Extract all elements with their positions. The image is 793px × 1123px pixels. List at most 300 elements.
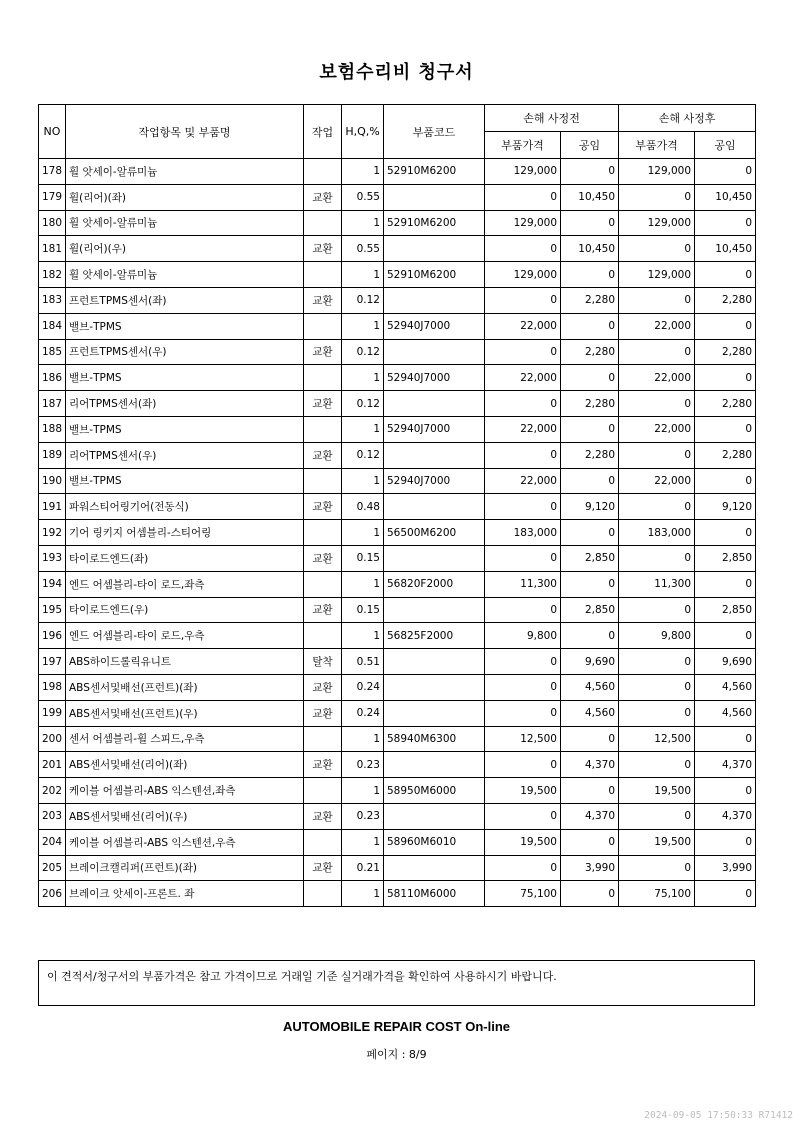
row-labor-before: 0	[561, 520, 619, 546]
row-labor-after: 0	[695, 468, 756, 494]
row-work: 교환	[304, 287, 342, 313]
row-price-after: 19,500	[619, 829, 695, 855]
row-item: 프런트TPMS센서(우)	[66, 339, 304, 365]
row-labor-before: 0	[561, 159, 619, 185]
row-part-code	[384, 184, 485, 210]
header-after-labor: 공임	[695, 132, 756, 159]
row-part-code	[384, 649, 485, 675]
row-part-code: 52910M6200	[384, 262, 485, 288]
row-price-after: 19,500	[619, 778, 695, 804]
row-item: 밸브-TPMS	[66, 365, 304, 391]
row-part-code: 58110M6000	[384, 881, 485, 907]
row-labor-after: 4,370	[695, 803, 756, 829]
row-work	[304, 210, 342, 236]
row-price-before: 12,500	[485, 726, 561, 752]
table-row	[39, 287, 756, 313]
row-hq: 1	[342, 571, 384, 597]
row-work: 교환	[304, 752, 342, 778]
row-labor-after: 2,850	[695, 545, 756, 571]
row-price-after: 129,000	[619, 262, 695, 288]
row-no: 190	[39, 468, 66, 494]
row-labor-before: 10,450	[561, 184, 619, 210]
row-part-code: 52910M6200	[384, 159, 485, 185]
row-price-before: 129,000	[485, 262, 561, 288]
row-labor-after: 10,450	[695, 236, 756, 262]
row-item: 엔드 어셈블리-타이 로드,좌측	[66, 571, 304, 597]
table-row	[39, 468, 756, 494]
row-hq: 0.55	[342, 236, 384, 262]
row-price-after: 9,800	[619, 623, 695, 649]
row-work	[304, 520, 342, 546]
row-labor-before: 0	[561, 623, 619, 649]
row-part-code: 58950M6000	[384, 778, 485, 804]
row-part-code	[384, 494, 485, 520]
row-labor-after: 0	[695, 623, 756, 649]
row-no: 182	[39, 262, 66, 288]
table-row	[39, 184, 756, 210]
row-price-before: 0	[485, 442, 561, 468]
row-work: 교환	[304, 184, 342, 210]
row-item: 케이블 어셈블리-ABS 익스텐션,좌측	[66, 778, 304, 804]
row-labor-before: 4,370	[561, 752, 619, 778]
table-row	[39, 881, 756, 907]
row-work	[304, 159, 342, 185]
row-labor-before: 0	[561, 468, 619, 494]
row-labor-before: 2,280	[561, 391, 619, 417]
row-labor-after: 0	[695, 416, 756, 442]
row-part-code	[384, 545, 485, 571]
row-labor-before: 0	[561, 416, 619, 442]
table-row	[39, 391, 756, 417]
row-labor-after: 3,990	[695, 855, 756, 881]
header-hq: H,Q,%	[342, 105, 384, 159]
table-row	[39, 674, 756, 700]
row-price-before: 0	[485, 855, 561, 881]
row-work	[304, 571, 342, 597]
row-work: 교환	[304, 545, 342, 571]
table-row	[39, 494, 756, 520]
row-part-code	[384, 752, 485, 778]
row-labor-before: 3,990	[561, 855, 619, 881]
row-hq: 0.12	[342, 391, 384, 417]
row-no: 195	[39, 597, 66, 623]
row-no: 186	[39, 365, 66, 391]
page-number: 페이지 : 8/9	[366, 1048, 427, 1061]
row-item: 케이블 어셈블리-ABS 익스텐션,우측	[66, 829, 304, 855]
row-labor-before: 9,690	[561, 649, 619, 675]
row-labor-after: 2,850	[695, 597, 756, 623]
row-no: 198	[39, 674, 66, 700]
row-price-after: 129,000	[619, 210, 695, 236]
row-price-after: 75,100	[619, 881, 695, 907]
row-labor-after: 4,370	[695, 752, 756, 778]
table-body	[39, 159, 756, 907]
row-price-before: 9,800	[485, 623, 561, 649]
row-no: 179	[39, 184, 66, 210]
row-labor-after: 2,280	[695, 442, 756, 468]
row-price-before: 0	[485, 649, 561, 675]
row-item: ABS센서및배선(프런트)(우)	[66, 700, 304, 726]
row-no: 194	[39, 571, 66, 597]
row-price-after: 0	[619, 855, 695, 881]
row-part-code	[384, 597, 485, 623]
row-part-code	[384, 391, 485, 417]
row-part-code: 56820F2000	[384, 571, 485, 597]
row-part-code	[384, 339, 485, 365]
row-part-code: 52940J7000	[384, 416, 485, 442]
row-hq: 1	[342, 726, 384, 752]
row-price-after: 11,300	[619, 571, 695, 597]
row-work: 교환	[304, 803, 342, 829]
row-price-before: 0	[485, 494, 561, 520]
row-item: 휠(리어)(우)	[66, 236, 304, 262]
row-price-before: 129,000	[485, 210, 561, 236]
row-item: 휠 앗세이-알류미늄	[66, 159, 304, 185]
row-price-before: 19,500	[485, 829, 561, 855]
row-price-after: 0	[619, 545, 695, 571]
row-no: 200	[39, 726, 66, 752]
row-price-after: 0	[619, 700, 695, 726]
table-row	[39, 159, 756, 185]
row-labor-before: 2,850	[561, 545, 619, 571]
row-labor-after: 10,450	[695, 184, 756, 210]
row-price-before: 19,500	[485, 778, 561, 804]
row-no: 183	[39, 287, 66, 313]
row-labor-after: 0	[695, 365, 756, 391]
row-labor-before: 9,120	[561, 494, 619, 520]
row-labor-before: 0	[561, 881, 619, 907]
row-price-after: 12,500	[619, 726, 695, 752]
row-work: 탈착	[304, 649, 342, 675]
row-work	[304, 313, 342, 339]
row-work	[304, 262, 342, 288]
row-price-before: 0	[485, 236, 561, 262]
row-item: 엔드 어셈블리-타이 로드,우측	[66, 623, 304, 649]
row-hq: 0.15	[342, 597, 384, 623]
row-part-code: 52940J7000	[384, 468, 485, 494]
row-labor-after: 9,120	[695, 494, 756, 520]
row-item: 밸브-TPMS	[66, 416, 304, 442]
row-price-before: 0	[485, 184, 561, 210]
row-labor-after: 0	[695, 210, 756, 236]
row-part-code	[384, 700, 485, 726]
header-no: NO	[39, 105, 66, 159]
row-hq: 1	[342, 881, 384, 907]
row-hq: 0.21	[342, 855, 384, 881]
table-row	[39, 829, 756, 855]
row-hq: 0.23	[342, 803, 384, 829]
row-labor-after: 0	[695, 881, 756, 907]
row-item: 리어TPMS센서(우)	[66, 442, 304, 468]
row-part-code: 52940J7000	[384, 365, 485, 391]
row-hq: 1	[342, 210, 384, 236]
row-work	[304, 623, 342, 649]
row-price-after: 22,000	[619, 468, 695, 494]
row-item: 밸브-TPMS	[66, 313, 304, 339]
row-no: 191	[39, 494, 66, 520]
row-labor-before: 10,450	[561, 236, 619, 262]
row-no: 199	[39, 700, 66, 726]
table-row	[39, 726, 756, 752]
row-work: 교환	[304, 674, 342, 700]
row-item: 밸브-TPMS	[66, 468, 304, 494]
row-work: 교환	[304, 855, 342, 881]
row-price-before: 0	[485, 391, 561, 417]
row-work	[304, 881, 342, 907]
row-price-before: 0	[485, 545, 561, 571]
row-labor-before: 4,370	[561, 803, 619, 829]
row-labor-before: 2,280	[561, 442, 619, 468]
row-price-before: 0	[485, 803, 561, 829]
row-work	[304, 778, 342, 804]
table-row	[39, 752, 756, 778]
repair-cost-table	[38, 104, 756, 907]
row-hq: 0.51	[342, 649, 384, 675]
row-part-code: 52910M6200	[384, 210, 485, 236]
row-hq: 1	[342, 159, 384, 185]
row-item: ABS센서및배선(리어)(좌)	[66, 752, 304, 778]
row-price-after: 22,000	[619, 365, 695, 391]
row-no: 203	[39, 803, 66, 829]
row-part-code: 52940J7000	[384, 313, 485, 339]
table-row	[39, 855, 756, 881]
row-labor-before: 0	[561, 313, 619, 339]
row-item: 프런트TPMS센서(좌)	[66, 287, 304, 313]
row-price-after: 0	[619, 287, 695, 313]
row-price-after: 0	[619, 494, 695, 520]
table-row	[39, 416, 756, 442]
row-hq: 1	[342, 520, 384, 546]
row-work: 교환	[304, 391, 342, 417]
row-labor-before: 2,280	[561, 339, 619, 365]
footer-title: AUTOMOBILE REPAIR COST On-line	[282, 1019, 511, 1034]
row-item: 센서 어셈블리-휠 스피드,우측	[66, 726, 304, 752]
print-timestamp: 2024-09-05 17:50:33 R71412	[644, 1110, 793, 1121]
row-part-code	[384, 674, 485, 700]
row-labor-after: 0	[695, 726, 756, 752]
row-item: ABS하이드롤릭유니트	[66, 649, 304, 675]
row-work: 교환	[304, 236, 342, 262]
table-row	[39, 700, 756, 726]
row-hq: 0.55	[342, 184, 384, 210]
row-part-code: 58960M6010	[384, 829, 485, 855]
row-labor-after: 9,690	[695, 649, 756, 675]
document-title: 보험수리비 청구서	[319, 62, 474, 83]
table-header	[39, 105, 756, 159]
table-row	[39, 623, 756, 649]
row-part-code: 58940M6300	[384, 726, 485, 752]
row-labor-before: 2,850	[561, 597, 619, 623]
row-price-after: 0	[619, 442, 695, 468]
table-row	[39, 210, 756, 236]
row-work: 교환	[304, 442, 342, 468]
row-hq: 0.12	[342, 442, 384, 468]
header-part-code: 부품코드	[384, 105, 485, 159]
row-no: 178	[39, 159, 66, 185]
row-price-after: 129,000	[619, 159, 695, 185]
row-price-after: 0	[619, 649, 695, 675]
row-part-code: 56825F2000	[384, 623, 485, 649]
row-price-after: 0	[619, 339, 695, 365]
row-labor-after: 0	[695, 571, 756, 597]
row-no: 206	[39, 881, 66, 907]
row-labor-before: 0	[561, 778, 619, 804]
row-part-code	[384, 442, 485, 468]
row-hq: 1	[342, 829, 384, 855]
row-labor-after: 4,560	[695, 674, 756, 700]
row-price-after: 0	[619, 674, 695, 700]
row-labor-before: 0	[561, 829, 619, 855]
row-hq: 1	[342, 468, 384, 494]
row-part-code	[384, 287, 485, 313]
table-row	[39, 778, 756, 804]
row-no: 187	[39, 391, 66, 417]
row-price-after: 22,000	[619, 313, 695, 339]
row-price-before: 22,000	[485, 365, 561, 391]
row-price-before: 183,000	[485, 520, 561, 546]
table-row	[39, 313, 756, 339]
table-row	[39, 236, 756, 262]
row-labor-after: 0	[695, 159, 756, 185]
row-no: 188	[39, 416, 66, 442]
row-item: 타이로드엔드(우)	[66, 597, 304, 623]
row-price-before: 0	[485, 339, 561, 365]
row-price-after: 22,000	[619, 416, 695, 442]
row-item: 브레이크캘리퍼(프런트)(좌)	[66, 855, 304, 881]
row-price-before: 129,000	[485, 159, 561, 185]
row-item: 리어TPMS센서(좌)	[66, 391, 304, 417]
row-labor-after: 0	[695, 262, 756, 288]
row-labor-before: 0	[561, 365, 619, 391]
row-item: 파워스티어링기어(전동식)	[66, 494, 304, 520]
row-labor-before: 0	[561, 726, 619, 752]
row-item: 브레이크 앗세이-프론트. 좌	[66, 881, 304, 907]
table-row	[39, 442, 756, 468]
row-hq: 1	[342, 778, 384, 804]
row-work: 교환	[304, 597, 342, 623]
row-price-before: 22,000	[485, 468, 561, 494]
row-hq: 0.24	[342, 700, 384, 726]
table-row	[39, 545, 756, 571]
table-row	[39, 571, 756, 597]
row-part-code	[384, 236, 485, 262]
row-labor-before: 2,280	[561, 287, 619, 313]
header-after-adjustment: 손해 사정후	[619, 105, 756, 132]
row-work	[304, 416, 342, 442]
row-price-after: 0	[619, 184, 695, 210]
row-item: 타이로드엔드(좌)	[66, 545, 304, 571]
row-price-before: 0	[485, 752, 561, 778]
row-hq: 0.15	[342, 545, 384, 571]
row-work: 교환	[304, 700, 342, 726]
row-hq: 1	[342, 313, 384, 339]
row-item: 휠 앗세이-알류미늄	[66, 210, 304, 236]
row-labor-after: 0	[695, 829, 756, 855]
row-price-after: 0	[619, 752, 695, 778]
header-work: 작업	[304, 105, 342, 159]
header-before-adjustment: 손해 사정전	[485, 105, 619, 132]
row-price-after: 0	[619, 391, 695, 417]
header-before-price: 부품가격	[485, 132, 561, 159]
row-no: 189	[39, 442, 66, 468]
row-labor-after: 2,280	[695, 287, 756, 313]
row-labor-after: 0	[695, 313, 756, 339]
row-part-code	[384, 855, 485, 881]
row-labor-before: 4,560	[561, 674, 619, 700]
row-price-before: 0	[485, 597, 561, 623]
row-price-before: 0	[485, 674, 561, 700]
row-item: 기어 링키지 어셈블리-스티어링	[66, 520, 304, 546]
row-hq: 0.23	[342, 752, 384, 778]
header-item: 작업항목 및 부품명	[66, 105, 304, 159]
row-labor-after: 2,280	[695, 339, 756, 365]
row-work	[304, 829, 342, 855]
row-hq: 1	[342, 623, 384, 649]
row-price-after: 183,000	[619, 520, 695, 546]
row-no: 196	[39, 623, 66, 649]
price-notice: 이 견적서/청구서의 부품가격은 참고 가격이므로 거래일 기준 실거래가격을 확인하여 사용하시기 바랍니다.	[38, 960, 755, 1006]
row-hq: 0.12	[342, 287, 384, 313]
row-price-before: 0	[485, 700, 561, 726]
row-no: 197	[39, 649, 66, 675]
row-part-code: 56500M6200	[384, 520, 485, 546]
row-no: 193	[39, 545, 66, 571]
row-labor-before: 4,560	[561, 700, 619, 726]
header-before-labor: 공임	[561, 132, 619, 159]
row-labor-after: 0	[695, 520, 756, 546]
row-part-code	[384, 803, 485, 829]
row-labor-before: 0	[561, 571, 619, 597]
row-no: 201	[39, 752, 66, 778]
row-price-after: 0	[619, 236, 695, 262]
row-labor-before: 0	[561, 262, 619, 288]
table-row	[39, 649, 756, 675]
row-no: 204	[39, 829, 66, 855]
row-price-before: 22,000	[485, 416, 561, 442]
header-after-price: 부품가격	[619, 132, 695, 159]
row-work	[304, 726, 342, 752]
row-item: 휠(리어)(좌)	[66, 184, 304, 210]
row-hq: 0.48	[342, 494, 384, 520]
row-item: ABS센서및배선(리어)(우)	[66, 803, 304, 829]
table-row	[39, 520, 756, 546]
row-item: ABS센서및배선(프런트)(좌)	[66, 674, 304, 700]
row-price-before: 0	[485, 287, 561, 313]
row-labor-after: 4,560	[695, 700, 756, 726]
row-hq: 1	[342, 416, 384, 442]
row-price-after: 0	[619, 597, 695, 623]
row-no: 205	[39, 855, 66, 881]
row-no: 184	[39, 313, 66, 339]
row-no: 181	[39, 236, 66, 262]
row-hq: 1	[342, 365, 384, 391]
table-row	[39, 339, 756, 365]
row-item: 휠 앗세이-알류미늄	[66, 262, 304, 288]
row-work: 교환	[304, 494, 342, 520]
row-labor-after: 0	[695, 778, 756, 804]
row-work	[304, 468, 342, 494]
table-row	[39, 803, 756, 829]
row-price-before: 75,100	[485, 881, 561, 907]
row-work	[304, 365, 342, 391]
row-hq: 0.24	[342, 674, 384, 700]
row-price-before: 11,300	[485, 571, 561, 597]
row-labor-after: 2,280	[695, 391, 756, 417]
table-row	[39, 597, 756, 623]
row-no: 185	[39, 339, 66, 365]
row-work: 교환	[304, 339, 342, 365]
row-no: 192	[39, 520, 66, 546]
